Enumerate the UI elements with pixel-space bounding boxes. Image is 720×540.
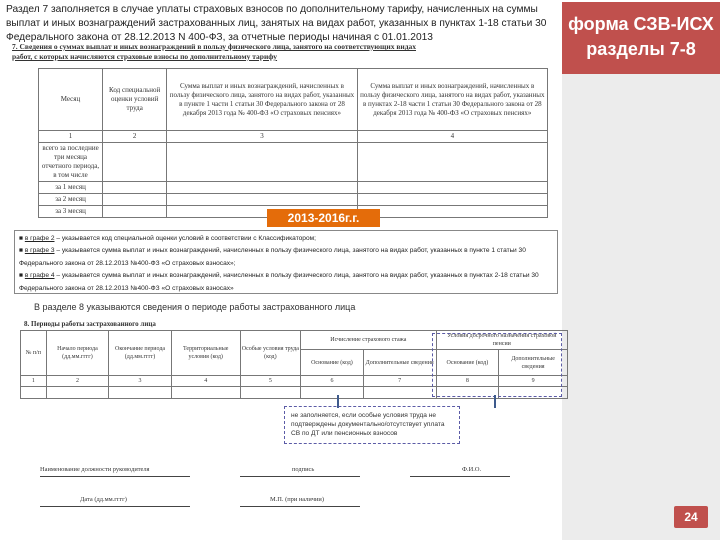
sig-stamp-label: М.П. (при наличии) [270, 496, 324, 503]
callout-box: не заполняется, если особые условия труда не подтверждены документально/отсутствует уплата СВ по ДТ или пенсионных взносов [284, 406, 460, 444]
col-number: 8 [436, 376, 499, 387]
row-label: за 1 месяц [39, 182, 103, 194]
note-item: ■ в графе 2 – указывается код специальной оценки условий в соответствии с Классификатором; [19, 235, 317, 242]
sig-date-label: Дата (дд.мм.гггг) [80, 496, 127, 503]
sig-position-label: Наименование должности руководителя [40, 466, 150, 473]
header-early-basis: Основание (код) [436, 350, 499, 376]
col-number: 1 [39, 131, 103, 143]
header-service-basis: Основание (код) [301, 350, 364, 376]
section7-caption: 7. Сведения о суммах выплат и иных вознаграждений в пользу физического лица, занятого на соответствующих видах работ, с которых начисляются страховые взносы по дополнительному тарифу [12, 42, 416, 61]
section7-table [38, 68, 548, 218]
header-code: Код специальной оценки условий труда [103, 69, 167, 131]
title-line-1: форма СЗВ-ИСХ [568, 14, 714, 34]
header-service-group: Исчисление страхового стажа [301, 331, 436, 350]
sig-line [240, 476, 360, 477]
note-item: ■ в графе 3 – указывается сумма выплат и иных вознаграждений, начисленных в пользу физического лица, занятого на видах работ, указанных в пункте 1 статьи 30 Федерального закона от 28.12.2013 №400-ФЗ «О страховых взносах»; [19, 247, 526, 267]
col-number: 2 [46, 376, 109, 387]
col-number: 4 [171, 376, 240, 387]
sig-name-label: Ф.И.О. [462, 466, 482, 473]
page-number: 24 [674, 506, 708, 528]
header-num: № п/п [21, 331, 47, 376]
header-sum2: Сумма выплат и иных вознаграждений, начисленных в пользу физического лица, занятого на видах работ, указанных в пунктах 2-18 части 1 статьи 30 Федерального закона от 28 декабря 2013 года № 400-ФЗ «О страховых пенсиях» [357, 69, 547, 131]
intro-text: Раздел 7 заполняется в случае уплаты страховых взносов по дополнительному тарифу, начисленных на суммы выплат и иных вознаграждений застрахованных лиц, занятых на видах работ, указанных в пунктах 1-18 статьи 30 Федерального закона от 28.12.2013 N 400-ФЗ, за отчетные периоды начиная с 01.01.2013 [6, 4, 547, 43]
header-service-extra: Дополнительные сведения [363, 350, 436, 376]
col-number: 4 [357, 131, 547, 143]
header-end: Окончание периода (дд.мм.гггг) [109, 331, 172, 376]
col-number: 5 [240, 376, 301, 387]
period-badge: 2013-2016г.г. [267, 209, 380, 227]
row-label: за 3 месяц [39, 206, 103, 218]
note-item: ■ в графе 4 – указывается сумма выплат и иных вознаграждений, начисленных в пользу физического лица, занятого на видах работ, указанных в пунктах 2-18 статьи 30 Федерального закона от 28.12.2013 №400-ФЗ «О страховых взносах» [19, 272, 539, 292]
section7-form [8, 42, 556, 215]
header-sum1: Сумма выплат и иных вознаграждений, начисленных в пользу физического лица, занятого на видах работ, указанных в пункте 1 части 1 статьи 30 Федерального закона от 28 декабря 2013 года № 400-ФЗ «О страховых пенсиях» [167, 69, 357, 131]
header-month: Месяц [39, 69, 103, 131]
header-start: Начало периода (дд.мм.гггг) [46, 331, 109, 376]
section8-caption: 8. Периоды работы застрахованного лица [24, 320, 156, 328]
sig-sign-label: подпись [292, 466, 315, 473]
sig-line [240, 506, 360, 507]
col-number: 3 [167, 131, 357, 143]
title-box [562, 2, 720, 74]
row-label: за 2 месяц [39, 194, 103, 206]
right-decor-bar [562, 74, 720, 540]
col-number: 9 [499, 376, 568, 387]
col-number: 2 [103, 131, 167, 143]
sig-line [40, 506, 190, 507]
col-number: 7 [363, 376, 436, 387]
sig-line [410, 476, 510, 477]
section8-intro: В разделе 8 указываются сведения о периоде работы застрахованного лица [34, 302, 356, 312]
header-special: Особые условия труда (код) [240, 331, 301, 376]
highlight-box-early-conditions [432, 333, 562, 397]
header-early-extra: Дополнительные сведения [499, 350, 568, 376]
header-territorial: Территориальные условия (код) [171, 331, 240, 376]
col-number: 3 [109, 376, 172, 387]
col-number: 6 [301, 376, 364, 387]
col-number: 1 [21, 376, 47, 387]
connector-line [494, 395, 496, 408]
title-line-2: разделы 7-8 [586, 39, 696, 59]
signature-block-top [40, 466, 500, 473]
notes-box [14, 230, 558, 294]
row-label: всего за последние три месяца отчетного периода, в том числе [39, 143, 103, 182]
header-early-group: Условия досрочного назначения страховой пенсии [436, 331, 567, 350]
sig-line [40, 476, 190, 477]
